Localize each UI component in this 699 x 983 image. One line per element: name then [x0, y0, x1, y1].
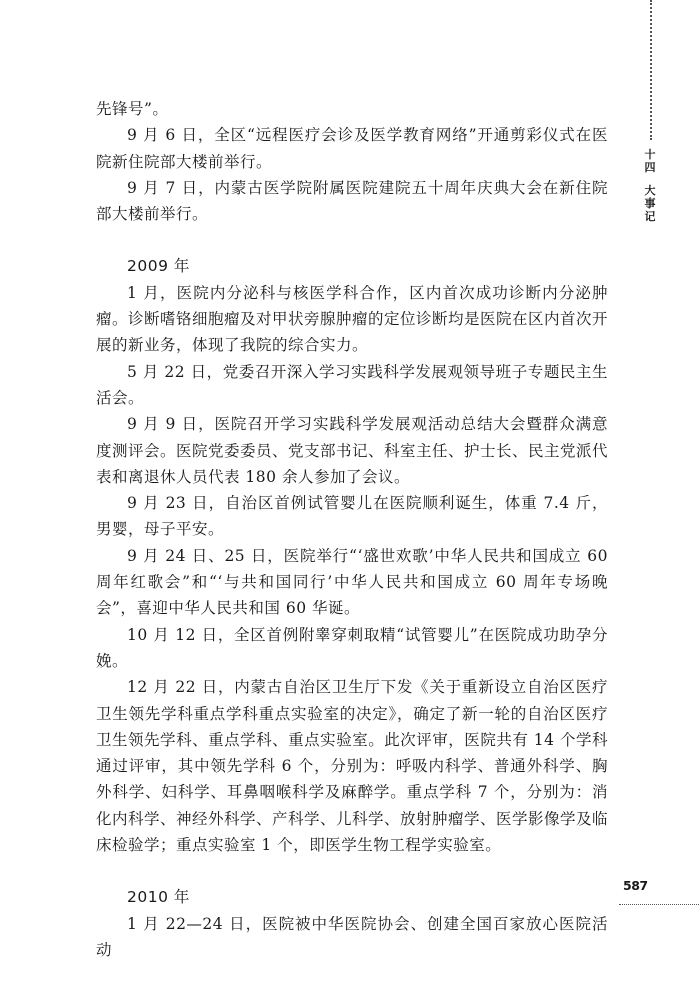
entry-paragraph: 9 月 23 日，自治区首例试管婴儿在医院顺利诞生，体重 7.4 斤，男婴，母子平安。 — [96, 494, 608, 539]
entry-paragraph: 9 月 24 日、25 日，医院举行“‘盛世欢歌’中华人民共和国成立 60 周年红歌会”和“‘与共和国同行’中华人民共和国成立 60 周年专场晚会”，喜迎中华人民共和国 60 华诞。 — [96, 546, 608, 618]
main-text — [96, 96, 608, 963]
entry-paragraph: 9 月 7 日，内蒙古医学院附属医院建院五十周年庆典大会在新住院部大楼前举行。 — [96, 178, 608, 224]
page-number-dotted-rule — [619, 904, 699, 905]
entry-paragraph: 1 月，医院内分泌科与核医学科合作，区内首次成功诊断内分泌肿瘤。诊断嗜铬细胞瘤及对甲状旁腺肿瘤的定位诊断均是医院在区内首次开展的新业务，体现了我院的综合实力。 — [96, 283, 609, 355]
entry-paragraph: 10 月 12 日，全区首例附睾穿刺取精“试管婴儿”在医院成功助孕分娩。 — [96, 625, 608, 670]
chapter-title-char: 事 — [644, 197, 656, 210]
chapter-number-char: 十 — [644, 148, 656, 161]
chapter-tab — [640, 148, 660, 223]
chapter-tab-dotted-rule — [650, 0, 652, 140]
entry-paragraph: 12 月 22 日，内蒙古自治区卫生厅下发《关于重新设立自治区医疗卫生领先学科重点学科重点实验室的决定》，确定了新一轮的自治区医疗卫生领先学科、重点学科、重点实验室。此次评审，医院共有 14 个学科通过评审，其中领先学科 6 个，分别为：呼吸内科学、普通外科学、胸外科学、妇科学、耳鼻咽喉科学及麻醉学。重点学科 7 个，分别为：消化内科学、神经外科学、产科学、儿科学、放射肿瘤学、医学影像学及临床检验学；重点实验室 1 个，即医学生物工程学实验室。 — [96, 678, 609, 855]
year-heading-2009: 2009 年 — [127, 257, 190, 276]
entry-paragraph: 1 月 22—24 日，医院被中华医院协会、创建全国百家放心医院活动 — [96, 914, 608, 959]
chapter-title-char: 记 — [644, 210, 656, 223]
entry-paragraph: 5 月 22 日，党委召开深入学习实践科学发展观领导班子专题民主生活会。 — [96, 362, 608, 407]
entry-paragraph: 9 月 9 日，医院召开学习实践科学发展观活动总结大会暨群众满意度测评会。医院党委委员、党支部书记、科室主任、护士长、民主党派代表和离退休人员代表 180 余人参加了会议。 — [96, 415, 609, 486]
chapter-number-char: 四 — [644, 161, 656, 174]
page-number: 587 — [623, 878, 648, 893]
year-heading-2010: 2010 年 — [127, 888, 190, 907]
chapter-title-char: 大 — [644, 184, 656, 197]
continuation-text: 先锋号”。 — [96, 100, 169, 118]
entry-paragraph: 9 月 6 日，全区“远程医疗会诊及医学教育网络”开通剪彩仪式在医院新住院部大楼前举行。 — [96, 126, 608, 171]
